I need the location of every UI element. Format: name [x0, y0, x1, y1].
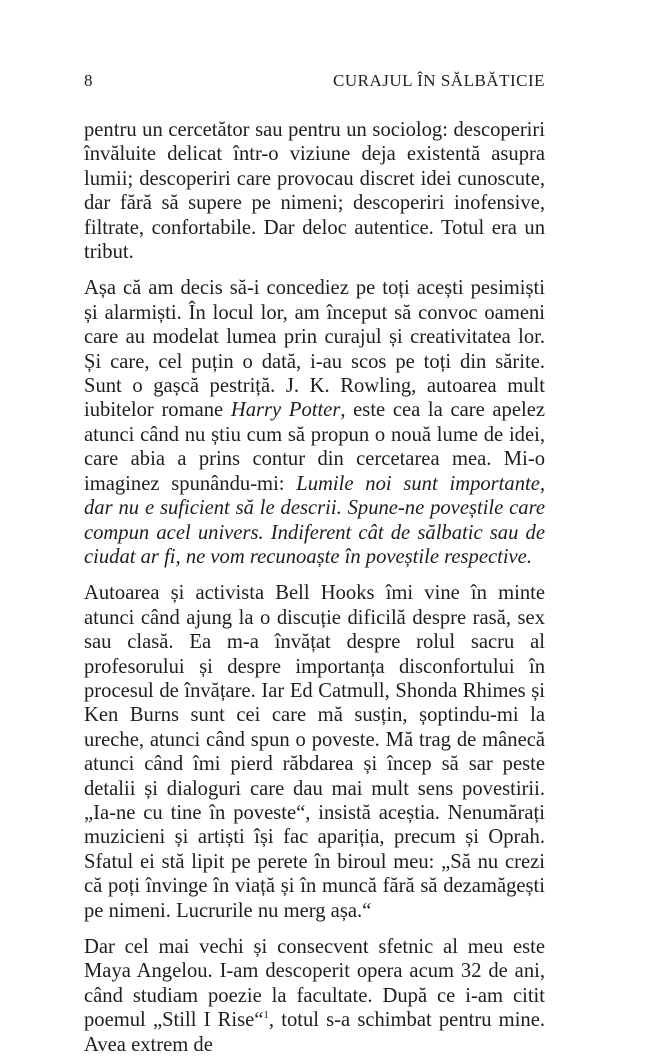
paragraph-text: , totul s-a schimbat pentru mine. Avea extrem de	[84, 1009, 546, 1056]
body-text	[84, 118, 545, 1057]
paragraph-4	[84, 935, 545, 1057]
paragraph-text: Autoarea și activista Bell Hooks îmi vine în minte atunci când ajung la o discuție dificilă despre rasă, sex sau clasă. Ea m-a învățat despre rolul sacru al profesorului și despre importanța disconfortului în procesul de învățare. Iar Ed Catmull, Shonda Rhimes și Ken Burns sunt cei care mă susțin, șoptindu-mi la ureche, atunci când spun o poveste. Mă trag de mânecă atunci când îmi pierd răbdarea și încep să sar peste detalii și dialoguri care dau mai mult sens povestirii. „Ia-ne cu tine în poveste“, insistă aceștia. Nenumărați muzicieni și artiști își fac apariția, precum și Oprah. Sfatul ei stă lipit pe perete în biroul meu: „Să nu crezi că poți învinge în viață și în muncă fără să dezamăgești pe nimeni. Lucrurile nu merg așa.“	[84, 582, 545, 922]
running-title: CURAJUL ÎN SĂLBĂTICIE	[333, 71, 545, 90]
paragraph-text: pentru un cercetător sau pentru un sociolog: descoperiri învăluite delicat într-o viziune deja existentă asupra lumii; descoperiri care provocau discret idei cunoscute, dar fără să supere pe nimeni; descoperiri inofensive, filtrate, confortabile. Dar deloc autentice. Totul era un tribut.	[84, 119, 545, 264]
paragraph-text: Dar cel mai vechi și consecvent sfetnic al meu este Maya Angelou. I-am descoperit opera acum 32 de ani, când studiam poezie la facultate. După ce i-am citit poemul „Still I Rise“	[84, 936, 545, 1032]
page-header	[84, 71, 545, 95]
imagined-quote: Lumile noi sunt importante, dar nu e suficient să le descrii. Spune-ne poveștile care compun acel univers. Indiferent cât de sălbatic sau de ciudat ar fi, ne vom recunoaște în poveștile respective.	[84, 472, 546, 568]
paragraph-text: Așa că am decis să-i concediez pe toți acești pesimiști și alarmiști. În locul lor, am început să convoc oameni care au modelat lumea prin curajul și creativitatea lor. Și care, cel puțin o dată, i-au scos pe toți din sărite. Sunt o gașcă pestriță. J. K. Rowling, autoarea mult iubitelor romane	[84, 277, 545, 422]
book-title: Harry Potter	[230, 399, 341, 422]
paragraph-3	[84, 581, 545, 923]
paragraph-2	[84, 276, 545, 569]
footnote-reference[interactable]: 1	[263, 1009, 269, 1022]
page-number: 8	[84, 71, 93, 90]
paragraph-1	[84, 118, 545, 264]
paragraph-text: , este cea la care apelez atunci când nu știu cum să propun o nouă lume de idei, care abia a prins contur din cercetarea mea. Mi-o imaginez spunându-mi:	[84, 399, 545, 495]
